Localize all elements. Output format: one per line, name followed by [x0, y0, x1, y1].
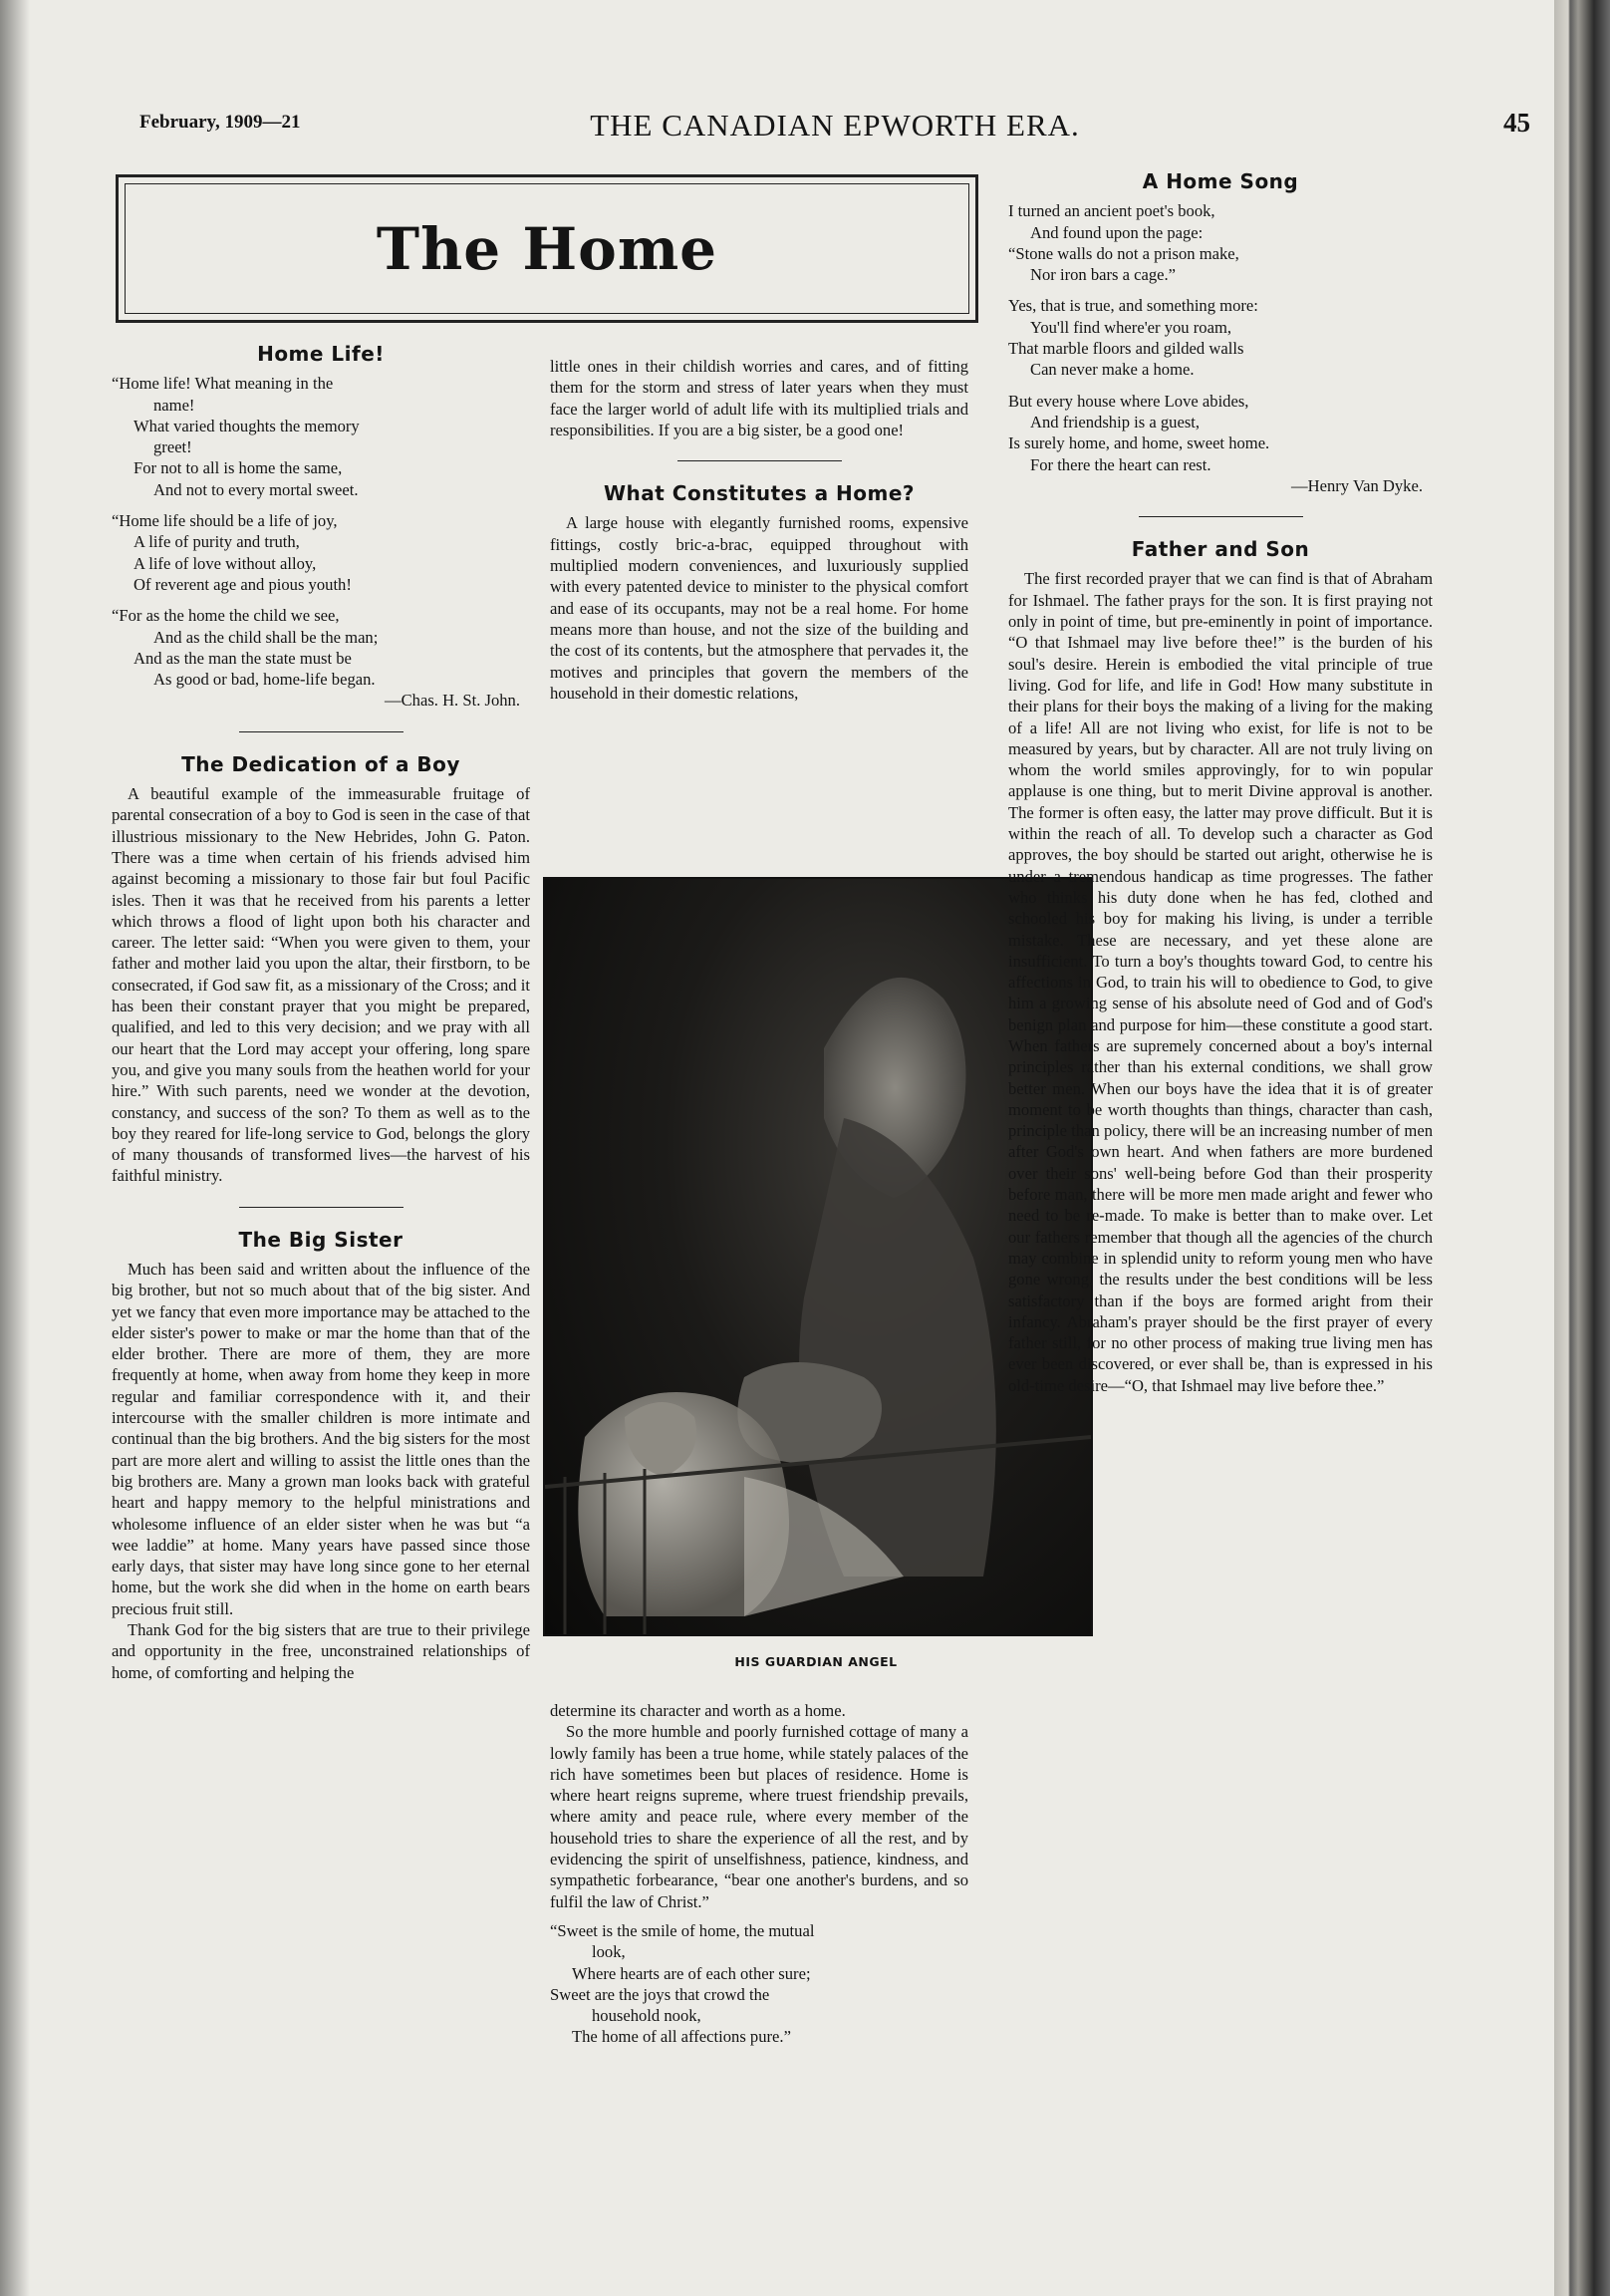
- poem-line: And found upon the page:: [1030, 222, 1204, 242]
- article-paragraph: little ones in their childish worries and cares, and of fitting them for the storm and stress of later years when they must face the larger world of adult life with its multiplied trials and responsibilities. If you are a big sister, be a good one!: [550, 357, 968, 439]
- article-title-big-sister: The Big Sister: [238, 1227, 403, 1252]
- divider-rule: [239, 731, 403, 732]
- poem-line: For not to all is home the same,: [134, 458, 343, 478]
- issue-date: February, 1909—21: [139, 112, 301, 133]
- page-shadow-left: [0, 0, 30, 2296]
- poem-line: A life of love without alloy,: [134, 553, 317, 573]
- poem-line: greet!: [153, 437, 192, 457]
- poem-line: Where hearts are of each other sure;: [572, 1963, 811, 1983]
- poem-line: And not to every mortal sweet.: [153, 479, 359, 499]
- poem-stanza: [1008, 391, 1433, 496]
- poem-line: And as the man the state must be: [134, 648, 352, 668]
- poem-line: The home of all affections pure.”: [572, 2027, 791, 2047]
- poem-author: —Chas. H. St. John.: [385, 691, 520, 711]
- poem-stanza: [112, 373, 530, 500]
- column-middle-top: [550, 356, 968, 704]
- poem-stanza: [550, 1920, 968, 2048]
- poem-line: But every house where Love abides,: [1008, 391, 1249, 411]
- article-title-home-song: A Home Song: [1142, 169, 1299, 193]
- divider-rule: [239, 1207, 403, 1208]
- page-number: 45: [1503, 108, 1530, 138]
- poem-line: “Home life! What meaning in the: [112, 374, 334, 394]
- poem-line: look,: [592, 1942, 626, 1962]
- article-title-what-constitutes: What Constitutes a Home?: [603, 481, 916, 506]
- masthead: THE CANADIAN EPWORTH ERA.: [590, 108, 1080, 143]
- photo-caption: HIS GUARDIAN ANGEL: [734, 1654, 898, 1669]
- poem-line: household nook,: [592, 2006, 701, 2026]
- article-title-dedication: The Dedication of a Boy: [181, 751, 460, 776]
- poem-stanza: [1008, 295, 1433, 380]
- article-title-father-son: Father and Son: [1131, 537, 1310, 562]
- poem-line: That marble floors and gilded walls: [1008, 339, 1244, 359]
- poem-line: I turned an ancient poet's book,: [1008, 201, 1215, 221]
- section-title-frame: [125, 183, 969, 314]
- poem-line: Nor iron bars a cage.”: [1030, 265, 1177, 285]
- poem-line: You'll find where'er you roam,: [1030, 317, 1232, 337]
- poem-line: And friendship is a guest,: [1030, 412, 1201, 431]
- column-middle-bottom: [550, 1700, 968, 2058]
- article-paragraph: So the more humble and poorly furnished cottage of many a lowly family has been a true home, while stately palaces of the rich have sometimes been but places of residence. Home is where heart reigns supreme, where truest friendship prevails, where amity and peace rule, where every member of the household tries to share the experience of all the rest, and by evidencing the spirit of unselfishness, patience, kindness, and sympathetic forbearance, “bear one another's burdens, and so fulfil the law of Christ.”: [550, 1722, 968, 1911]
- poem-line: As good or bad, home-life began.: [153, 670, 376, 690]
- article-paragraph: The first recorded prayer that we can find is that of Abraham for Ishmael. The father prays for the son. It is first praying not only in point of time, but pre-eminently in point of importance. “O that Ishmael may live before thee!” is the burden of his soul's desire. Herein is embodied the vital principle of true living. God for life, and life in God! How many substitute in their plans for their boys the making of a living for the making of a life! All are not living who exist, for life is not to be measured by years, but by character. All are not truly living on whom the world smiles approvingly, for to win popular applause is one thing, but to merit Divine approval is another. The former is often easy, the latter may prove difficult. But it is within the reach of all. To develop such a character as God approves, the boy should be started out aright, otherwise he is under a tremendous handicap as time progresses. The father who thinks his duty done when he has fed, clothed and schooled his boy for making his living, is under a terrible mistake. These are necessary, and yet these alone are insufficient. To turn a boy's thoughts toward God, to centre his affections in God, to train his will to obedience to God, to give him a growing sense of his absolute need of God and of God's benign plan and purpose for him—these constitute a good start. When fathers are supremely concerned about a boy's internal principles rather than his external conditions, we shall grow better men. When our boys have the idea that it is of greater moment to be worth thoughts than things, character than cash, principle than policy, there will be an increasing number of men after God's own heart. And when fathers are more burdened over their sons' well-being before God than their prosperity before man, there will be more men made aright and fewer who need to be re-made. To make is better than to make over. Let our fathers remember that though all the agencies of the church may combine in splendid unity to reform young men who have gone wrong, the results under the best conditions will be less satisfactory than if the boys are formed aright from their infancy. Abraham's prayer should be the first prayer of every father still, for no other process of making true living men has ever been discovered, or ever shall be, than is expressed in his old-time desire—“O, that Ishmael may live before thee.”: [1008, 569, 1433, 1395]
- divider-rule: [1139, 516, 1303, 517]
- poem-line: Can never make a home.: [1030, 360, 1195, 380]
- poem-line: Of reverent age and pious youth!: [134, 574, 352, 594]
- poem-line: name!: [153, 395, 195, 415]
- column-left: [112, 344, 530, 1683]
- poem-line: What varied thoughts the memory: [134, 416, 360, 435]
- poem-author: —Henry Van Dyke.: [1291, 475, 1423, 495]
- article-paragraph: Thank God for the big sisters that are true to their privilege and opportunity in the free, unconstrained relationships of home, of comforting and helping the: [112, 1620, 530, 1682]
- poem-line: Yes, that is true, and something more:: [1008, 296, 1258, 316]
- poem-stanza: [112, 510, 530, 595]
- poem-line: “Sweet is the smile of home, the mutual: [550, 1920, 815, 1940]
- poem-line: For there the heart can rest.: [1030, 454, 1211, 474]
- poem-line: “Stone walls do not a prison make,: [1008, 243, 1239, 263]
- article-paragraph: determine its character and worth as a home.: [550, 1701, 846, 1720]
- section-title-box: [116, 174, 978, 323]
- article-paragraph: A large house with elegantly furnished rooms, expensive fittings, costly bric-a-brac, equipped throughout with multiplied modern conveniences, and luxuriously supplied with every patented device to minister to the physical comfort and ease of its occupants, may not be a real home. For home means more than house, and not the size of the building and the cost of its contents, but the atmosphere that pervades it, the motives and principles that govern the members of the household in their domestic relations,: [550, 513, 968, 703]
- poem-line: And as the child shall be the man;: [153, 627, 379, 647]
- column-right: [1008, 171, 1433, 1396]
- book-spine: [1554, 0, 1610, 2296]
- poem-line: “For as the home the child we see,: [112, 606, 340, 626]
- article-paragraph: A beautiful example of the immeasurable fruitage of parental consecration of a boy to God is seen in the case of that illustrious missionary to the New Hebrides, John G. Paton. There was a time when certain of his friends advised him against becoming a missionary to those fair but foul Pacific isles. Then it was that he received from his parents a letter which throws a flood of light upon both his character and career. The letter said: “When you were given to them, your father and mother laid you upon the altar, their firstborn, to be consecrated, if God saw fit, as a missionary of the Cross; and it has been their constant prayer that you might be prepared, qualified, and led to this very decision; and we pray with all our heart that the Lord may accept your offering, long spare you, and give you many souls from the heathen world for your hire.” With such parents, need we wonder at the devotion, constancy, and success of the son? To them as well as to the boy they reared for life-long service to God, belongs the glory of many thousands of transformed lives—the harvest of his faithful ministry.: [112, 784, 530, 1186]
- poem-line: Sweet are the joys that crowd the: [550, 1984, 770, 2004]
- poem-line: Is surely home, and home, sweet home.: [1008, 433, 1270, 453]
- poem-line: “Home life should be a life of joy,: [112, 511, 338, 531]
- poem-line: A life of purity and truth,: [134, 532, 300, 552]
- running-header: [110, 108, 1560, 147]
- section-title: The Home: [376, 214, 718, 283]
- poem-stanza: [112, 605, 530, 711]
- poem-stanza: [1008, 200, 1433, 285]
- article-paragraph: Much has been said and written about the influence of the big brother, but not so much about that of the big sister. And yet we fancy that even more importance may be attached to the elder sister's power to make or mar the home than that of the elder brother. There are more of them, they are more frequently at home, when away from home they keep in more regular and familiar correspondence with it, and their intercourse with the smaller children is more intimate and continual than the big brothers. And the big sisters for the most part are more alert and willing to assist the little ones than the big brothers are. Many a grown man looks back with grateful heart and happy memory to the helpful ministrations and wholesome influence of an elder sister when he was but “a wee laddie” at home. Many years have passed since those early days, that sister may have long since gone to her eternal home, but the work she did when in the home on earth bears precious fruit still.: [112, 1259, 530, 1618]
- article-title-home-life: Home Life!: [257, 342, 385, 366]
- divider-rule: [677, 460, 842, 461]
